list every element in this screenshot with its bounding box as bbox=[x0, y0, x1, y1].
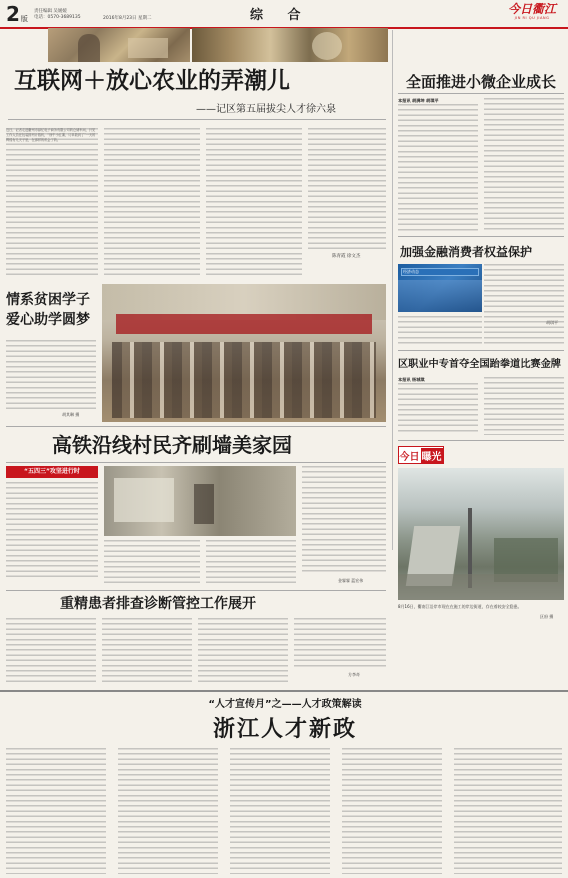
headline-talent: 浙江人才新政 bbox=[212, 717, 357, 742]
byline-students: 胡其琳 摄 bbox=[62, 412, 80, 417]
byline-exposure: 区府 摄 bbox=[540, 614, 554, 619]
headline-internet: 互联网＋放心农业的弄潮儿 bbox=[14, 67, 290, 94]
paper-logo: 今日衢江 JIN RI QU JIANG bbox=[507, 2, 556, 20]
section-title: 综 合 bbox=[250, 8, 311, 23]
editor-line: 责任编辑 吴媛媛 bbox=[34, 9, 67, 14]
photo-railway-wall bbox=[104, 466, 296, 536]
exposure-photo bbox=[398, 468, 564, 600]
byline-microenterprise: 本报讯 胡满坤 胡琪平 bbox=[398, 98, 439, 103]
byline-finance: 胡琪平 bbox=[546, 320, 558, 325]
body-col-1 bbox=[6, 128, 98, 276]
byline-mental: 方李奇 bbox=[348, 672, 360, 677]
phone-line: 电话：0570-3689135 bbox=[34, 15, 81, 20]
subhead-internet: ——记区第五届拔尖人才徐六泉 bbox=[196, 104, 336, 115]
headline-railway: 高铁沿线村民齐刷墙美家园 bbox=[52, 433, 292, 457]
lead-paragraph: 近日，记者走进衢州市绿忆电子商务有限公司的仓储车间，只见工作人员在包装排列计数机，“徐午小红薯，订单数到了”一天的辉煌有几天子里，在那样的机会了的。 bbox=[6, 128, 96, 143]
headline-finance: 加强金融消费者权益保护 bbox=[400, 245, 533, 259]
body-col-3 bbox=[206, 128, 302, 276]
headline-taekwondo: 区职业中专首夺全国跆拳道比赛金牌 bbox=[398, 359, 561, 370]
body-col-4 bbox=[308, 128, 386, 250]
byline-taekwondo: 本报讯 杨城琪 bbox=[398, 377, 425, 382]
masthead bbox=[0, 0, 568, 30]
page-unit: 版 bbox=[20, 15, 28, 23]
tag-wusan: “五四三”攻坚进行时 bbox=[6, 466, 98, 478]
headline-mental: 重精患者排查诊断管控工作展开 bbox=[60, 596, 256, 612]
photo-students bbox=[102, 284, 386, 422]
headline-students: 情系贫困学子 爱心助学圆梦 bbox=[6, 292, 90, 328]
date-line: 2016年8月23日 星期二 bbox=[103, 16, 152, 21]
photo-farmer-working bbox=[48, 28, 190, 62]
photo-agriculture-products bbox=[192, 28, 388, 62]
byline-railway: 金霖霖 蓝宏伟 bbox=[338, 578, 364, 583]
exposure-caption: 8月16日，衢南江沿岸市现在在施工的岸边街道，存在着较安全隐患。 bbox=[398, 604, 522, 609]
byline-internet: 陈青霞 徐文杰 bbox=[332, 254, 361, 259]
finance-photo: 经济动态 bbox=[398, 264, 482, 312]
kicker-talent: “人才宣传月”之——人才政策解读 bbox=[208, 699, 362, 710]
page-number: 2 bbox=[6, 2, 20, 26]
headline-microenterprise: 全面推进小微企业成长 bbox=[405, 73, 556, 91]
exposure-label: 今日 曝光 bbox=[398, 446, 444, 464]
body-col-2 bbox=[104, 128, 200, 276]
